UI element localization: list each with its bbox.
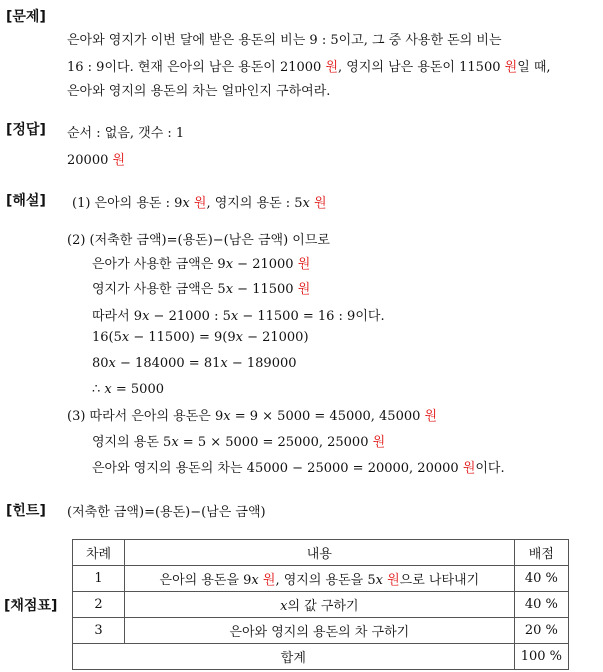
- grading-row-content: 은아와 영지의 용돈의 차 구하기: [125, 618, 515, 644]
- grading-row-score: 40 %: [514, 566, 568, 592]
- problem-label: [문제]: [6, 9, 46, 25]
- hint-text: (저축한 금액)=(용돈)−(남은 금액): [67, 505, 266, 520]
- answer-meta: 순서 : 없음, 갯수 : 1: [67, 126, 185, 141]
- solution-step-2-head: (2) (저축한 금액)=(용돈)−(남은 금액) 이므로: [67, 233, 330, 248]
- solution-step-2-line-2: 영지가 사용한 금액은 5x − 11500 원: [92, 282, 311, 297]
- solution-step-2-line-4: 16(5x − 11500) = 9(9x − 21000): [92, 330, 309, 345]
- grading-total-row: [73, 644, 569, 670]
- answer-label: [정답]: [6, 122, 46, 138]
- grading-header-no: 차례: [73, 540, 125, 566]
- grading-table: [72, 539, 569, 670]
- grading-row-content: 은아의 용돈을 9x 원, 영지의 용돈을 5x 원으로 나타내기: [125, 566, 515, 592]
- grading-row-score: 40 %: [514, 592, 568, 618]
- solution-step-3-line-1: 영지의 용돈 5x = 5 × 5000 = 25000, 25000 원: [92, 435, 386, 450]
- solution-label: [해설]: [6, 193, 46, 209]
- grading-row-no: 1: [73, 566, 125, 592]
- problem-line-1: 은아와 영지가 이번 달에 받은 용돈의 비는 9 : 5이고, 그 중 사용한 돈의 비는: [67, 33, 502, 48]
- grading-row-content: x의 값 구하기: [125, 592, 515, 618]
- problem-line-2: 16 : 9이다. 현재 은아의 남은 용돈이 21000 원, 영지의 남은 용돈이 11500 원일 때,: [67, 60, 551, 75]
- grading-total-label: 합계: [73, 644, 515, 670]
- solution-step-2-line-5: 80x − 184000 = 81x − 189000: [92, 356, 297, 371]
- grading-label: [채점표]: [4, 598, 58, 614]
- grading-row-score: 20 %: [514, 618, 568, 644]
- solution-step-2-line-6: ∴ x = 5000: [92, 382, 164, 397]
- answer-value: 20000 원: [67, 153, 126, 168]
- grading-row: [73, 566, 569, 592]
- grading-header-content: 내용: [125, 540, 515, 566]
- solution-step-2-line-3: 따라서 9x − 21000 : 5x − 11500 = 16 : 9이다.: [92, 309, 385, 324]
- grading-row-no: 2: [73, 592, 125, 618]
- solution-step-1: (1) 은아의 용돈 : 9x 원, 영지의 용돈 : 5x 원: [72, 196, 327, 211]
- hint-label: [힌트]: [6, 503, 46, 519]
- grading-header-score: 배점: [514, 540, 568, 566]
- solution-step-2-line-1: 은아가 사용한 금액은 9x − 21000 원: [92, 257, 311, 272]
- solution-step-3-line-2: 은아와 영지의 용돈의 차는 45000 − 25000 = 20000, 20000 원이다.: [92, 461, 505, 476]
- grading-row: [73, 592, 569, 618]
- grading-header-row: [73, 540, 569, 566]
- problem-line-3: 은아와 영지의 용돈의 차는 얼마인지 구하여라.: [67, 84, 331, 99]
- grading-row-no: 3: [73, 618, 125, 644]
- grading-total-score: 100 %: [514, 644, 568, 670]
- solution-step-3-head: (3) 따라서 은아의 용돈은 9x = 9 × 5000 = 45000, 45000 원: [67, 409, 438, 424]
- grading-row: [73, 618, 569, 644]
